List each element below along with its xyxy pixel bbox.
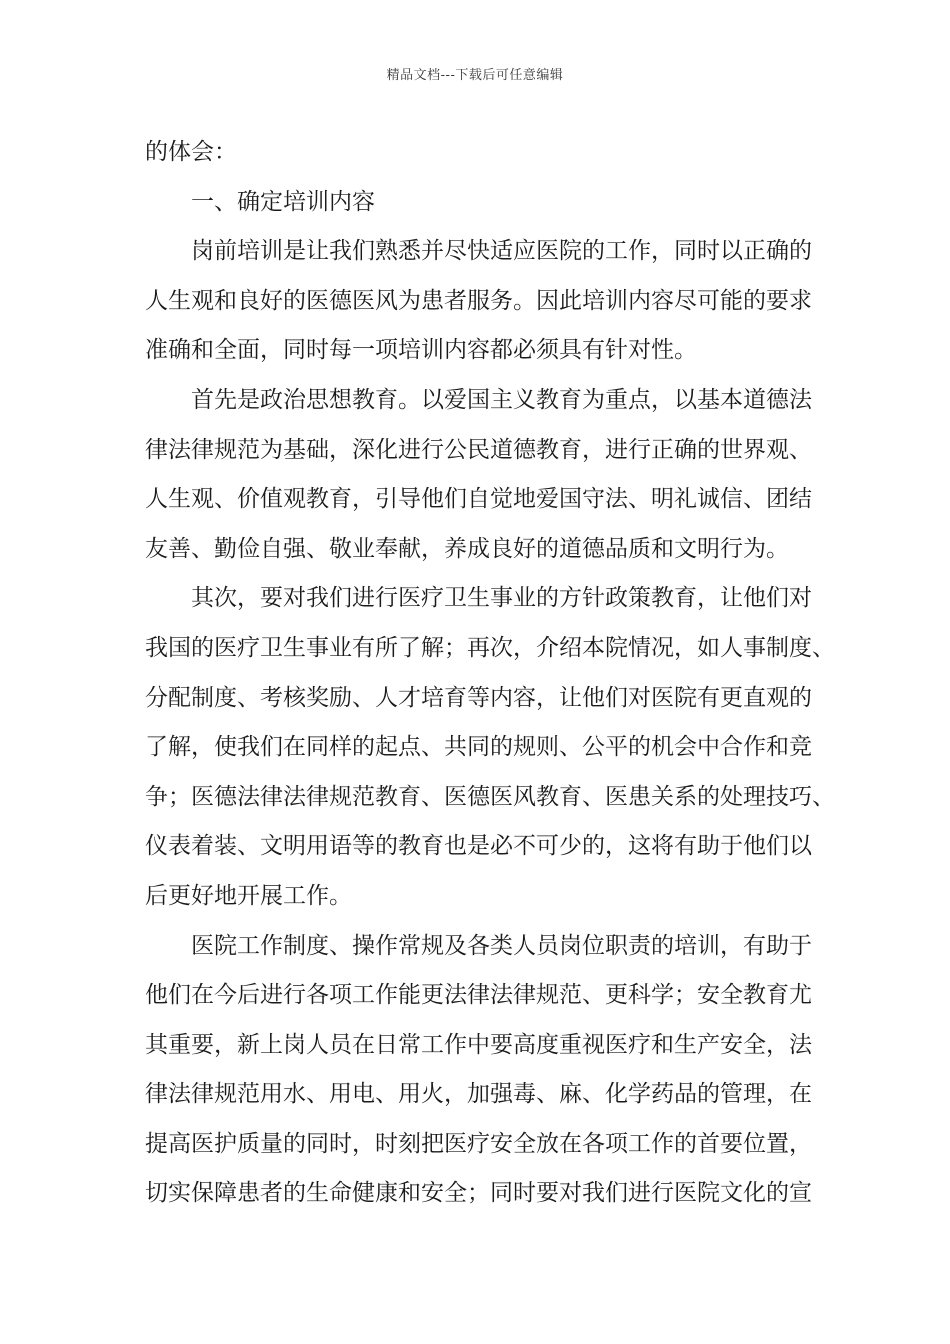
text-line: 仪表着装、文明用语等的教育也是必不可少的，这将有助于他们以 xyxy=(145,833,812,860)
text-line: 切实保障患者的生命健康和安全；同时要对我们进行医院文化的宣 xyxy=(145,1180,812,1207)
text-line: 后更好地开展工作。 xyxy=(145,882,352,909)
text-line: 岗前培训是让我们熟悉并尽快适应医院的工作，同时以正确的 xyxy=(191,238,812,265)
text-line: 了解，使我们在同样的起点、共同的规则、公平的机会中合作和竞 xyxy=(145,734,812,761)
text-line: 其重要，新上岗人员在日常工作中要高度重视医疗和生产安全，法 xyxy=(145,1031,812,1058)
page-header: 精品文档---下载后可任意编辑 xyxy=(386,68,564,83)
text-line: 首先是政治思想教育。以爱国主义教育为重点，以基本道德法 xyxy=(191,386,812,413)
text-line: 的体会： xyxy=(145,139,237,165)
document-body xyxy=(145,128,835,1219)
text-line: 其次，要对我们进行医疗卫生事业的方针政策教育，让他们对 xyxy=(191,585,812,612)
text-line: 他们在今后进行各项工作能更法律法律规范、更科学；安全教育尤 xyxy=(145,982,812,1009)
text-line: 律法律规范为基础，深化进行公民道德教育，进行正确的世界观、 xyxy=(145,436,812,463)
text-line: 人生观和良好的医德医风为患者服务。因此培训内容尽可能的要求 xyxy=(145,287,812,314)
text-line: 友善、勤俭自强、敬业奉献，养成良好的道德品质和文明行为。 xyxy=(145,535,789,562)
text-line: 一、确定培训内容 xyxy=(191,188,375,215)
text-line: 医院工作制度、操作常规及各类人员岗位职责的培训，有助于 xyxy=(191,932,812,959)
text-line: 争；医德法律法律规范教育、医德医风教育、医患关系的处理技巧、 xyxy=(145,783,835,810)
text-line: 提高医护质量的同时，时刻把医疗安全放在各项工作的首要位置， xyxy=(145,1130,812,1157)
text-line: 我国的医疗卫生事业有所了解；再次，介绍本院情况，如人事制度、 xyxy=(145,634,835,661)
text-line: 人生观、价值观教育，引导他们自觉地爱国守法、明礼诚信、团结 xyxy=(145,486,812,513)
text-line: 律法律规范用水、用电、用火，加强毒、麻、化学药品的管理，在 xyxy=(145,1081,812,1108)
text-line: 准确和全面，同时每一项培训内容都必须具有针对性。 xyxy=(145,337,697,364)
text-line: 分配制度、考核奖励、人才培育等内容，让他们对医院有更直观的 xyxy=(145,684,812,711)
